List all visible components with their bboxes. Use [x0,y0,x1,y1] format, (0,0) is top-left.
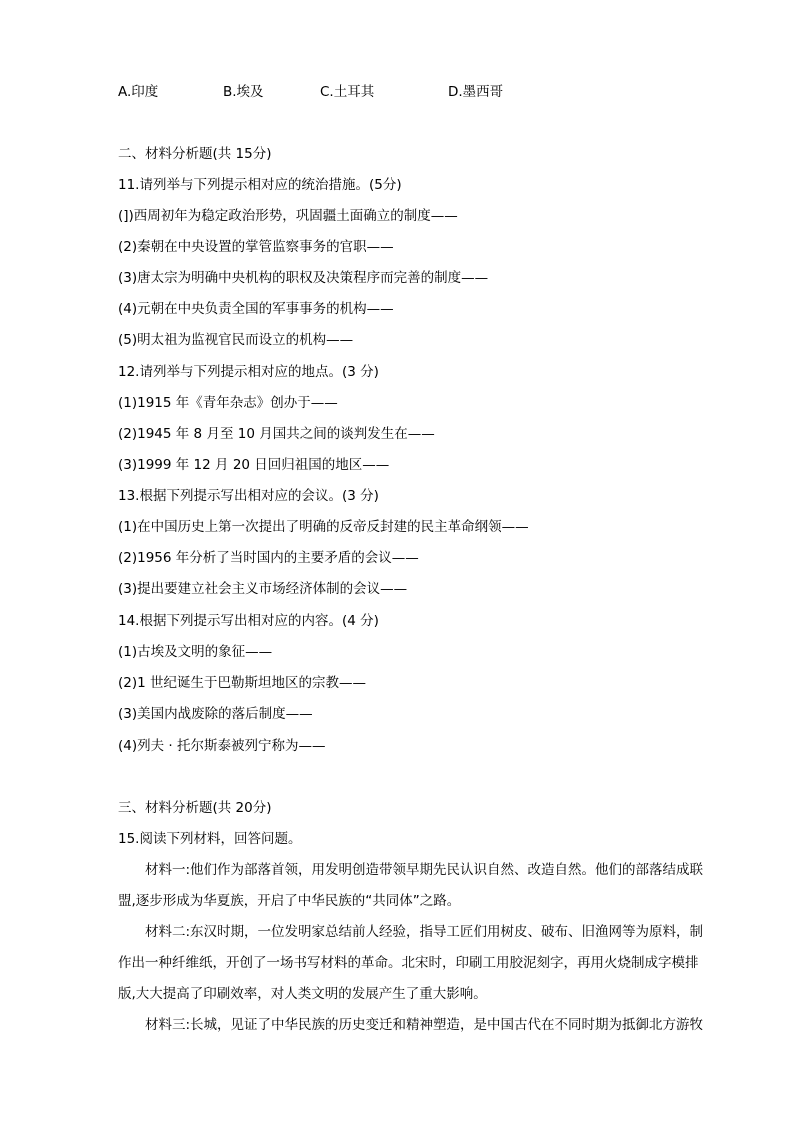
question-12-item-2: (2)1945 年 8 月至 10 月国共之间的谈判发生在—— [118,426,435,442]
question-11-item-3: (3)唐太宗为明确中央机构的职权及决策程序而完善的制度—— [118,270,489,286]
section-3-heading: 三、材料分析题(共 20分) [118,800,272,816]
question-11-item-1: (])西周初年为稳定政治形势，巩固疆土面确立的制度—— [118,208,458,224]
question-14-item-1: (1)古埃及文明的象征—— [118,644,273,660]
question-11-stem: 11.请列举与下列提示相对应的统治措施。(5分) [118,177,402,193]
question-11-item-5: (5)明太祖为监视官民而设立的机构—— [118,332,354,348]
question-13-item-3: (3)提出要建立社会主义市场经济体制的会议—— [118,581,408,597]
question-14-stem: 14.根据下列提示写出相对应的内容。(4 分) [118,613,379,629]
question-15-stem: 15.阅读下列材料，回答问题。 [118,831,302,847]
question-11-item-4: (4)元朝在中央负责全国的军事事务的机构—— [118,301,394,317]
question-14-item-2: (2)1 世纪诞生于巴勒斯坦地区的宗教—— [118,675,367,691]
option-b: B.埃及 [223,84,264,100]
question-13-item-1: (1)在中国历史上第一次提出了明确的反帝反封建的民主革命纲领—— [118,519,529,535]
question-13-stem: 13.根据下列提示写出相对应的会议。(3 分) [118,488,379,504]
option-c: C.土耳其 [320,84,375,100]
question-14-item-4: (4)列夫 · 托尔斯泰被列宁称为—— [118,738,326,754]
question-12-item-3: (3)1999 年 12 月 20 日回归祖国的地区—— [118,457,390,473]
question-12-stem: 12.请列举与下列提示相对应的地点。(3 分) [118,364,379,380]
question-13-item-2: (2)1956 年分析了当时国内的主要矛盾的会议—— [118,550,419,566]
question-14-item-3: (3)美国内战废除的落后制度—— [118,706,313,722]
material-3: 材料三:长城，见证了中华民族的历史变迁和精神塑造，是中国古代在不同时期为抵御北方游牧 [145,1017,704,1033]
section-2-heading: 二、材料分析题(共 15分) [118,146,272,162]
option-a: A.印度 [118,84,159,100]
material-1: 材料一:他们作为部落首领，用发明创造带领早期先民认识自然、改造自然。他们的部落结成联盟,逐步形成为华夏族，开启了中华民族的“共同体”之路。 [118,862,704,909]
material-2: 材料二:东汉时期，一位发明家总结前人经验，指导工匠们用树皮、破布、旧渔网等为原料，制作出一种纤维纸，开创了一场书写材料的革命。北宋时，印刷工用胶泥刻字，再用火烧制成字模排版,大大提高了印刷效率，对人类文明的发展产生了重大影响。 [118,924,704,1002]
question-12-item-1: (1)1915 年《青年杂志》创办于—— [118,395,338,411]
option-d: D.墨西哥 [448,84,504,100]
question-11-item-2: (2)秦朝在中央设置的掌管监察事务的官职—— [118,239,394,255]
